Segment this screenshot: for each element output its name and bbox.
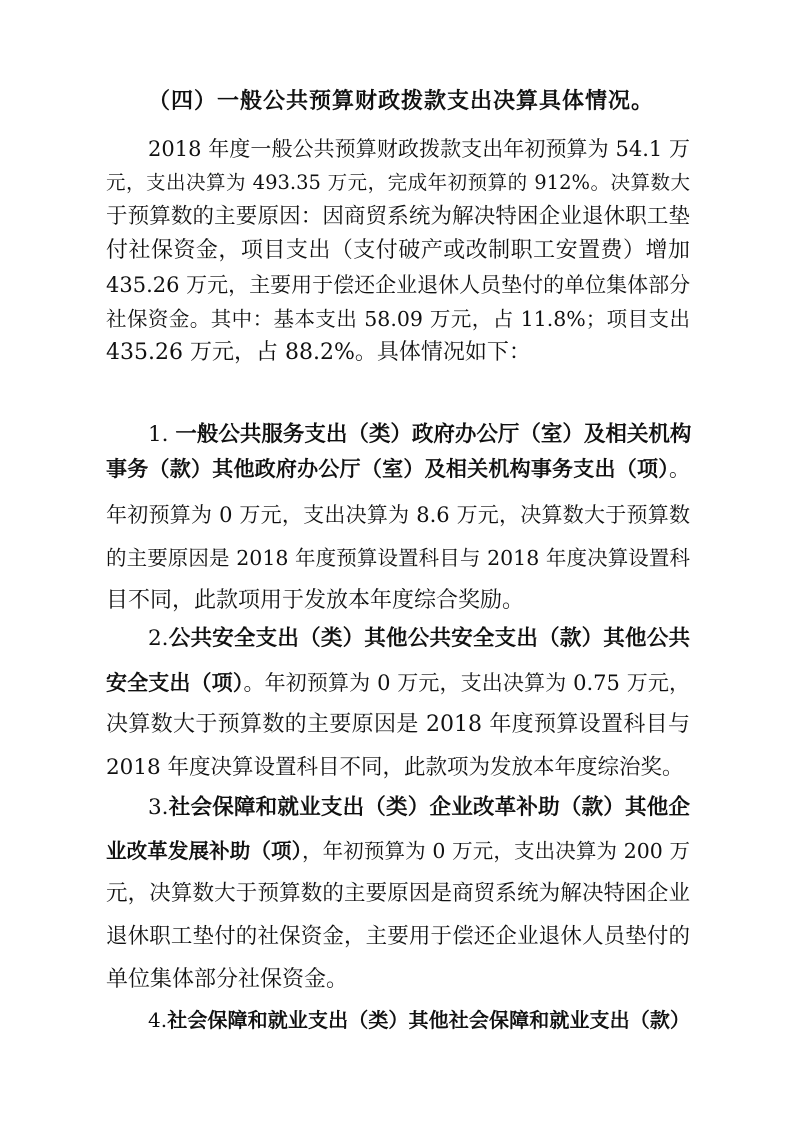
item1-line-3: 年初预算为 0 万元，支出决算为 8.6 万元，决算数大于预算数 [106,503,690,527]
item3-line-4: 退休职工垫付的社保资金，主要用于偿还企业退休人员垫付的 [106,924,690,949]
section-title: （四）一般公共预算财政拨款支出决算具体情况。 [148,88,655,114]
item3-heading-tail: ，年初预算为 0 万元，支出决算为 200 万 [302,839,690,863]
intro-line-3: 于预算数的主要原因：因商贸系统为解决特困企业退休职工垫 [106,204,690,229]
item1-heading-part1: 一般公共服务支出（类）政府办公厅（室）及相关机构 [175,422,692,447]
item3-heading-part2: 业改革发展补助（项） [106,839,302,863]
item3-number: 3. [148,795,169,820]
intro-line-2: 元，支出决算为 493.35 万元，完成年初预算的 912%。决算数大 [106,171,690,194]
item1-line-1 [148,420,690,450]
intro-line-4: 付社保资金，项目支出（支付破产或改制职工安置费）增加 [106,238,690,263]
item4-line-1 [148,1005,690,1035]
item2-heading-part1: 公共安全支出（类）其他公共安全支出（款）其他公共 [168,626,690,651]
item3-heading-part1: 社会保障和就业支出（类）企业改革补助（款）其他企 [168,795,690,820]
item2-number: 2. [148,626,169,651]
item2-line-1 [148,624,690,654]
item1-heading-part2: 事务（款）其他政府办公厅（室）及相关机构事务支出（项） [106,456,669,481]
item2-line-2 [106,668,690,698]
item1-number: 1. [148,422,176,447]
item3-line-1 [148,793,690,823]
item2-line-4: 2018 年度决算设置科目不同，此款项为发放本年度综治奖。 [106,755,684,780]
item2-heading-part2: 安全支出（项） [106,670,244,695]
intro-line-6: 社保资金。其中：基本支出 58.09 万元，占 11.8%；项目支出 [106,307,690,331]
item2-heading-tail: 。年初预算为 0 万元，支出决算为 0.75 万元， [243,671,690,695]
item1-heading-tail: 。 [669,457,690,481]
item3-line-3: 元，决算数大于预算数的主要原因是商贸系统为解决特困企业 [106,881,690,906]
item1-line-5: 目不同，此款项用于发放本年度综合奖励。 [106,588,525,613]
item2-line-3: 决算数大于预算数的主要原因是 2018 年度预算设置科目与 [106,712,690,737]
intro-line-1: 2018 年度一般公共预算财政拨款支出年初预算为 54.1 万 [148,137,690,161]
item3-line-5: 单位集体部分社保资金。 [106,967,349,992]
item4-number: 4. [148,1008,168,1032]
item1-line-2 [106,454,690,484]
item1-line-4: 的主要原因是 2018 年度预算设置科目与 2018 年度决算设置科 [106,546,690,570]
item3-line-2 [106,836,690,866]
intro-line-5: 435.26 万元，主要用于偿还企业退休人员垫付的单位集体部分 [106,273,691,297]
item4-heading-part1: 社会保障和就业支出（类）其他社会保障和就业支出（款） [167,1008,690,1032]
intro-line-7: 435.26 万元，占 88.2%。具体情况如下： [106,340,531,365]
